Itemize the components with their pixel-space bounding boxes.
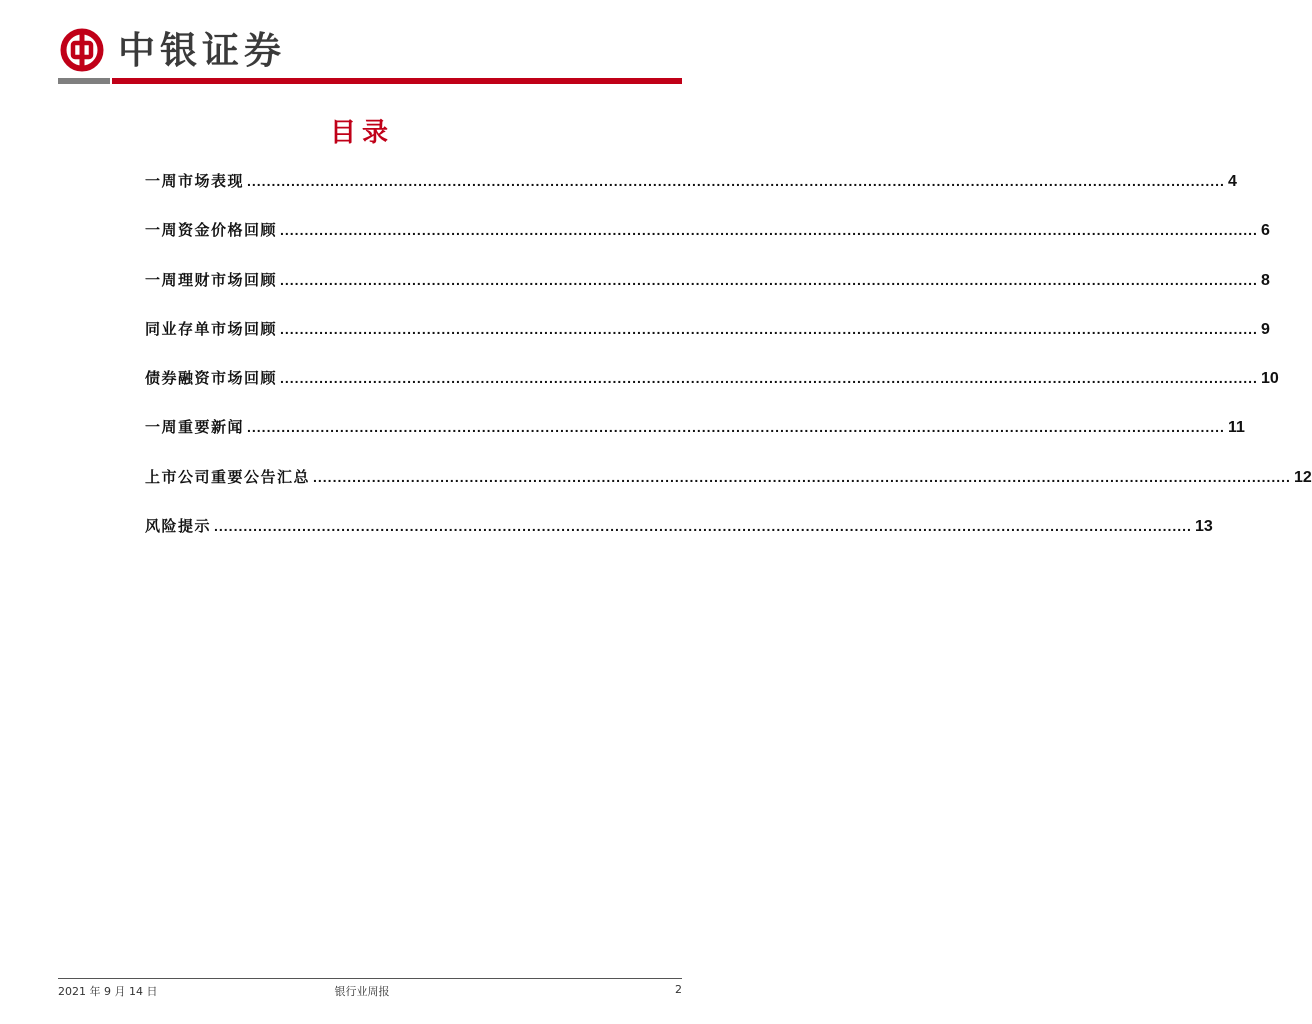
toc-item-label: 上市公司重要公告汇总 [145, 467, 311, 486]
header-divider-red [112, 78, 682, 84]
toc-item-label: 同业存单市场回顾 [145, 319, 278, 338]
toc-leader-dots: ........................................................................................................................................................................................................ [280, 370, 1258, 387]
toc-item-label: 一周理财市场回顾 [145, 270, 278, 289]
footer-divider [58, 978, 682, 979]
toc-leader-dots: ........................................................................................................................................................................................................ [280, 222, 1258, 239]
toc-item[interactable] [145, 219, 1270, 268]
toc-leader-dots: ........................................................................................................................................................................................................ [247, 173, 1225, 189]
toc-item[interactable] [145, 466, 1312, 515]
toc-leader-dots: ........................................................................................................................................................................................................ [313, 468, 1291, 485]
toc-item-label: 风险提示 [145, 517, 212, 536]
brand-name: 中银证券 [118, 28, 286, 72]
toc-item[interactable] [145, 269, 1270, 318]
toc-leader-dots: ........................................................................................................................................................................................................ [280, 271, 1258, 288]
toc-item-page: 12 [1293, 468, 1312, 486]
toc-item-page: 6 [1260, 222, 1270, 240]
toc-item-page: 13 [1194, 518, 1213, 536]
toc-item-label: 一周市场表现 [145, 172, 245, 190]
toc-item[interactable] [145, 416, 1245, 465]
toc-item-label: 一周重要新闻 [145, 418, 245, 437]
toc-title: 目录 [329, 118, 394, 148]
footer-report-type: 银行业周报 [334, 985, 390, 998]
toc-leader-dots: ........................................................................................................................................................................................................ [214, 518, 1192, 535]
toc-item[interactable] [145, 515, 1213, 564]
footer-date: 2021 年 9 月 14 日 [58, 985, 158, 998]
toc-item-page: 10 [1260, 370, 1279, 388]
toc-item-page: 9 [1260, 320, 1270, 338]
toc-item-label: 一周资金价格回顾 [145, 221, 278, 240]
toc-leader-dots: ........................................................................................................................................................................................................ [280, 320, 1258, 337]
toc-item[interactable] [145, 367, 1279, 416]
toc-leader-dots: ........................................................................................................................................................................................................ [247, 419, 1225, 436]
table-of-contents [145, 170, 1312, 564]
toc-item[interactable] [145, 170, 1237, 219]
bank-of-china-logo-icon [60, 28, 104, 72]
toc-item-page: 4 [1227, 173, 1237, 190]
toc-item-page: 11 [1227, 419, 1245, 437]
footer-page-number: 2 [675, 983, 682, 996]
header-divider-grey [58, 78, 110, 84]
toc-item-label: 债券融资市场回顾 [145, 369, 278, 388]
toc-item-page: 8 [1260, 271, 1270, 289]
toc-item[interactable] [145, 318, 1270, 367]
